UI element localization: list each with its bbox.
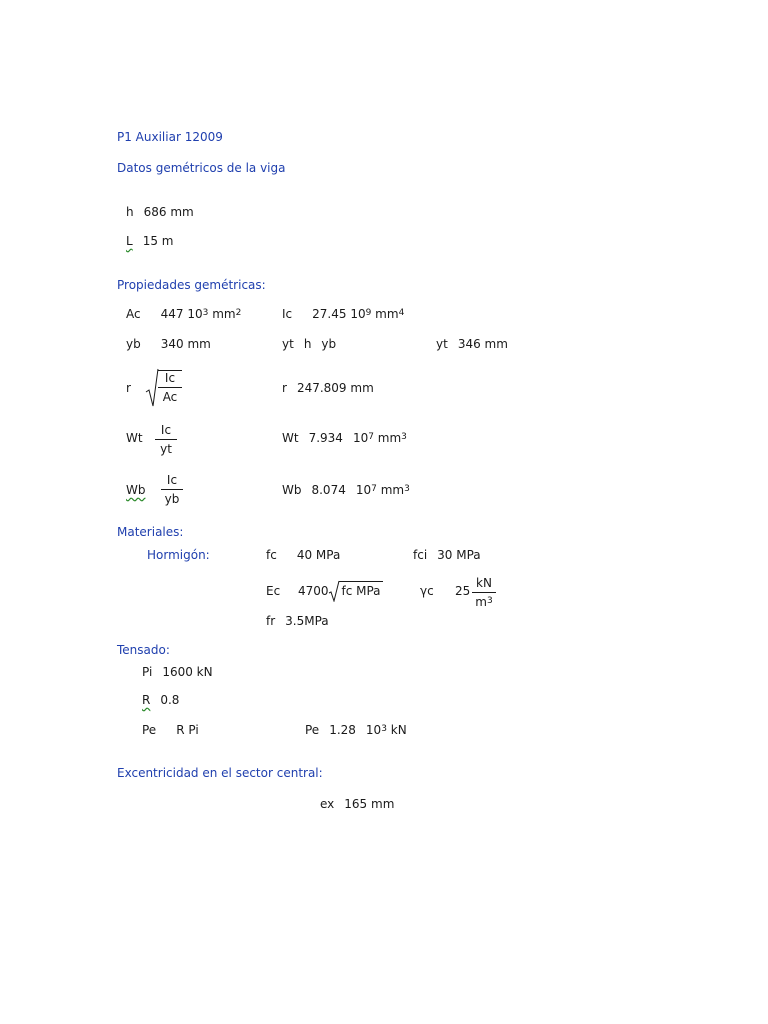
yt-value: 346 mm [457, 337, 508, 351]
Wt-result [282, 431, 407, 447]
ex-label: ex [320, 797, 335, 811]
yt-def-yb: yb [321, 337, 337, 351]
hormigon-label: Hormigón: [147, 548, 210, 562]
Ac-ten: 10 [187, 307, 203, 321]
yt-def-h: h [303, 337, 312, 351]
gamma-c-value: 25 [455, 584, 471, 598]
gamma-c-numerator: kN [472, 576, 496, 593]
yt-label: yt [436, 337, 448, 351]
L-value: 15 m [142, 234, 174, 248]
Wt-res-exp: 7 [368, 432, 374, 442]
Wb-res-exp: 7 [371, 484, 377, 494]
materiales-heading: Materiales: [117, 525, 184, 539]
Pe-label: Pe [142, 723, 157, 737]
Ac-exp: 3 [202, 308, 209, 318]
r-radical [145, 368, 181, 408]
Wb-numerator: Ic [161, 473, 183, 490]
Ac-unit-exp: 2 [235, 308, 242, 318]
ex-value: 165 mm [344, 797, 395, 811]
gamma-c-unit-fraction [472, 576, 496, 611]
Pe-res-ten: 10 [365, 723, 382, 737]
Ec-label: Ec [266, 584, 281, 598]
document-title: P1 Auxiliar 12009 [117, 130, 223, 144]
ex-row [320, 797, 394, 811]
Pe-res-unit: kN [390, 723, 407, 737]
yb-value: 340 mm [160, 337, 211, 351]
Wb-res-unit-exp: 3 [404, 484, 410, 494]
fci-row [413, 548, 481, 562]
Ic-unit-exp: 4 [398, 308, 405, 318]
gamma-c-den-unit: m [475, 595, 487, 609]
gamma-c-label: γc [420, 584, 434, 598]
propiedades-heading: Propiedades gemétricas: [117, 278, 266, 292]
Wb-fraction [161, 473, 183, 506]
tensado-heading: Tensado: [117, 643, 170, 657]
yt-def-label: yt [282, 337, 294, 351]
gamma-c-den-exp: 3 [486, 596, 493, 606]
yb-label: yb [126, 337, 141, 351]
Ic-ten: 10 [350, 307, 366, 321]
datos-heading: Datos gemétricos de la viga [117, 161, 286, 175]
yt-row [436, 337, 508, 351]
Ic-unit: mm [375, 307, 399, 321]
Ic-label: Ic [282, 307, 293, 321]
Pe-res-exp: 3 [381, 724, 387, 734]
Wt-res-label: Wt [282, 431, 299, 445]
Wb-res-value: 8.074 [311, 483, 346, 497]
yb-row [126, 337, 211, 351]
yt-definition [282, 337, 336, 351]
Pe-result [305, 723, 407, 739]
Wb-label: Wb [126, 483, 146, 497]
r-denominator: Ac [162, 390, 178, 404]
h-value: 686 mm [143, 205, 194, 219]
Ec-coef: 4700 [298, 584, 329, 598]
Ac-label: Ac [126, 307, 141, 321]
Wt-numerator: Ic [155, 423, 177, 440]
r-result [282, 381, 374, 395]
radical-sign-icon [145, 368, 159, 408]
Pe-res-label: Pe [305, 723, 320, 737]
Ac-unit: mm [212, 307, 236, 321]
fci-label: fci [413, 548, 428, 562]
r-fraction [158, 370, 182, 404]
Wt-res-value: 7.934 [308, 431, 343, 445]
Ec-radical [328, 580, 386, 602]
Ec-radicand: fc MPa [339, 581, 383, 598]
fr-value: 3.5MPa [285, 614, 329, 628]
fc-value: 40 MPa [296, 548, 341, 562]
Wb-res-ten: 10 [355, 483, 372, 497]
fr-row [266, 614, 329, 628]
Ac-value: 447 [160, 307, 184, 321]
excentricidad-heading: Excentricidad en el sector central: [117, 766, 323, 780]
fc-row [266, 548, 340, 562]
Wt-res-unit-exp: 3 [401, 432, 407, 442]
fc-label: fc [266, 548, 277, 562]
Wt-denominator: yt [160, 442, 172, 456]
Wb-denominator: yb [164, 492, 180, 506]
Pe-row [142, 723, 199, 737]
Ic-exp: 9 [365, 308, 372, 318]
Wt-fraction [155, 423, 177, 456]
r-res-value: 247.809 mm [296, 381, 374, 395]
h-row [126, 205, 194, 219]
R-label: R [142, 693, 151, 707]
gamma-c-denominator [472, 595, 496, 611]
Pe-formula: R Pi [176, 723, 199, 737]
Wt-res-ten: 10 [352, 431, 369, 445]
Wb-res-unit: mm [380, 483, 405, 497]
r-numerator: Ic [158, 371, 182, 388]
Pi-label: Pi [142, 665, 153, 679]
r-label: r [126, 381, 131, 395]
L-row [126, 234, 173, 248]
R-value: 0.8 [160, 693, 180, 707]
fci-value: 30 MPa [437, 548, 481, 562]
r-res-label: r [282, 381, 287, 395]
h-label: h [126, 205, 134, 219]
L-label: L [126, 234, 133, 248]
R-row [142, 693, 179, 707]
Wb-res-label: Wb [282, 483, 302, 497]
fr-label: fr [266, 614, 276, 628]
Wt-res-unit: mm [377, 431, 402, 445]
Pi-value: 1600 kN [162, 665, 213, 679]
Wt-label: Wt [126, 431, 143, 445]
Pi-row [142, 665, 213, 679]
Ic-row [282, 307, 404, 323]
Wb-result [282, 483, 410, 499]
Ic-value: 27.45 [312, 307, 347, 321]
Pe-res-value: 1.28 [329, 723, 356, 737]
Ac-row [126, 307, 241, 323]
